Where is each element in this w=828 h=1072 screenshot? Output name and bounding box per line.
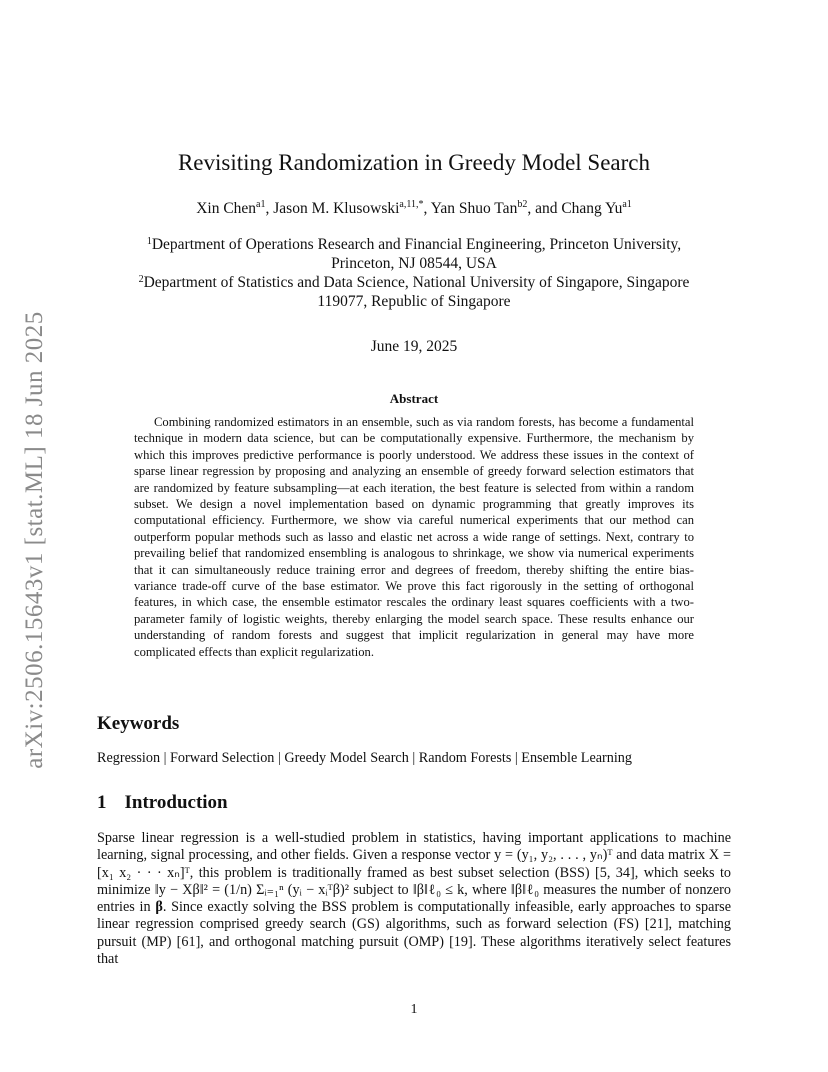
author-name: Jason M. Klusowski — [273, 200, 400, 217]
affiliation-2 — [0, 270, 828, 311]
author-affiliation-mark: b2 — [517, 199, 528, 210]
intro-text: , this problem is traditionally framed as best subset selection (BSS) [5, 34], which seeks to minimize — [97, 864, 731, 898]
intro-text: subject to — [349, 881, 413, 898]
author-name: Xin Chen — [196, 200, 257, 217]
section-title: Introduction — [124, 792, 228, 813]
math-data-matrix: X = [x₁ x₂ · · · xₙ]ᵀ — [97, 847, 731, 881]
intro-text: Sparse linear regression is a well-studied problem in statistics, having important applications to machine learning, signal processing, and other fields. Given a response vector — [97, 830, 731, 864]
author-name: Chang Yu — [561, 200, 623, 217]
arxiv-identifier: arXiv:2506.15643v1 [stat.ML] 18 Jun 2025 — [21, 311, 48, 769]
affiliation-1 — [0, 232, 828, 273]
introduction-paragraph — [97, 830, 731, 968]
keywords-list: Regression | Forward Selection | Greedy Model Search | Random Forests | Ensemble Learning — [97, 750, 632, 766]
affiliation-line: Department of Operations Research and Financial Engineering, Princeton University, — [151, 236, 682, 253]
intro-text: . Since exactly solving the BSS problem is computationally infeasible, early approaches to sparse linear regression comprised greedy search (GS) algorithms, such as forward selection (FS) [21], matching pursuit (MP) [61], and orthogonal matching pursuit (OMP) [19]. These algorithms iteratively select features that — [97, 899, 731, 968]
author-affiliation-mark: a1 — [622, 199, 632, 210]
keywords-heading: Keywords — [97, 713, 180, 734]
page-number: 1 — [410, 1002, 418, 1017]
author-separator: , — [423, 200, 431, 217]
math-l0-norm: ‖β‖ℓ₀ — [510, 881, 540, 898]
affiliation-line: Department of Statistics and Data Science, National University of Singapore, Singapore — [143, 274, 690, 291]
math-constraint: ‖β‖ℓ₀ ≤ k — [412, 881, 465, 898]
math-response-vector: y = (y₁, y₂, . . . , yₙ)ᵀ — [494, 847, 613, 864]
author-affiliation-mark: a,11,* — [399, 199, 424, 210]
math-objective: ‖y − Xβ‖² = (1/n) Σᵢ₌₁ⁿ (yᵢ − xᵢᵀβ)² — [154, 881, 350, 898]
section-number: 1 — [97, 792, 107, 813]
arxiv-sidebar — [18, 290, 52, 790]
author-separator: , — [265, 200, 274, 217]
affiliation-line: 119077, Republic of Singapore — [317, 293, 511, 310]
math-beta: β — [155, 899, 163, 916]
intro-text: measures the number of nonzero entries in — [97, 881, 731, 916]
paper-title: Revisiting Randomization in Greedy Model Search — [177, 150, 651, 175]
affiliation-mark: 1 — [146, 236, 152, 247]
affiliation-mark: 2 — [138, 274, 144, 285]
author-list — [0, 199, 828, 218]
affiliation-line: Princeton, NJ 08544, USA — [331, 255, 497, 272]
abstract-text: Combining randomized estimators in an ensemble, such as via random forests, has become a fundamental technique in modern data science, but can be computationally expensive. Furthermore, the mechanism by which this improves predictive performance is poorly understood. We address these issues in the context of sparse linear regression by proposing and analyzing an ensemble of greedy forward selection estimators that are randomized by feature subsampling—at each iteration, the best feature is selected from within a random subset. We design a novel implementation based on dynamic programming that greatly improves its computational efficiency. Furthermore, we show via careful numerical experiments that our method can outperform popular methods such as lasso and elastic net across a wide range of settings. Next, contrary to prevailing belief that randomized ensembling is analogous to shrinkage, we show via numerical experiments that it can simultaneously reduce training error and degrees of freedom, thereby shifting the entire bias-variance trade-off curve of the base estimator. We prove this fact rigorously in the setting of orthogonal features, in which case, the ensemble estimator rescales the ordinary least squares coefficients with a two-parameter family of logistic weights, thereby enlarging the model search space. These results enhance our understanding of random forests and suggest that implicit regularization in general may have more complicated effects than explicit regularization. — [134, 415, 694, 659]
publication-date: June 19, 2025 — [370, 338, 458, 355]
author-separator: , and — [527, 200, 562, 217]
introduction-heading — [97, 792, 228, 814]
author-affiliation-mark: a1 — [256, 199, 266, 210]
author-name: Yan Shuo Tan — [430, 200, 518, 217]
intro-text: , where — [464, 881, 511, 898]
intro-text: and data matrix — [612, 847, 709, 864]
abstract-heading: Abstract — [389, 391, 439, 406]
